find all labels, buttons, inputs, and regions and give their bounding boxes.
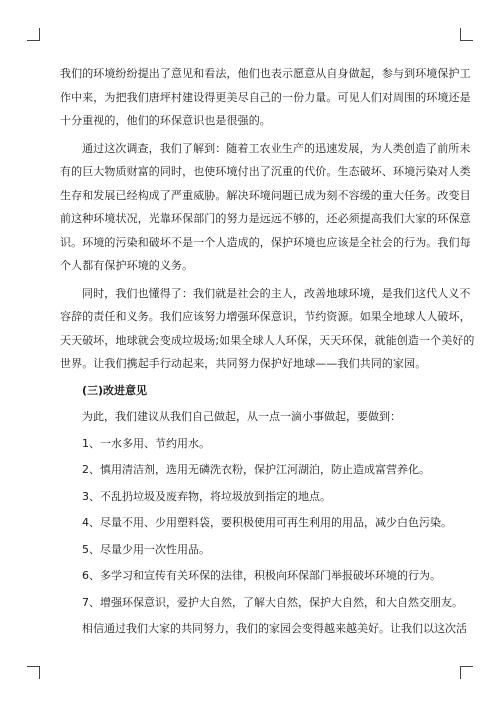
section-heading: (三)改进意见 bbox=[82, 383, 148, 397]
text-line: 同时，我们也懂得了：我们就是社会的主人，改善地球环境，是我们这代人义不 bbox=[82, 286, 471, 300]
intro-text: 为此，我们建议从我们自己做起，从一点一滴小事做起，要做到： bbox=[82, 410, 401, 423]
list-item: 1、一水多用、节约用水。 bbox=[82, 436, 210, 450]
text-line: 我们的环境纷纷提出了意见和看法，他们也表示愿意从自身做起，参与到环境保护工 bbox=[60, 67, 471, 80]
paragraph-3 bbox=[60, 282, 475, 376]
crop-mark-top-left bbox=[27, 28, 40, 41]
document-body bbox=[60, 62, 475, 641]
crop-mark-bottom-left bbox=[27, 666, 40, 679]
list-item: 3、不乱扔垃圾及废弃物，将垃圾放到指定的地点。 bbox=[82, 489, 331, 503]
text-line: 识。环境的污染和破坏不是一个人造成的，保护环境也应该是全社会的行为。我们每 bbox=[60, 235, 471, 249]
list-item: 7、增强环保意识，爱护大自然，了解大自然，保护大自然，和大自然交朋友。 bbox=[82, 595, 463, 609]
list-item: 5、尽量少用一次性用品。 bbox=[82, 542, 210, 556]
closing-text: 相信通过我们大家的共同努力，我们的家园会变得越来越美好。让我们以这次活 bbox=[82, 622, 467, 635]
text-line: 生存和发展已经构成了严重威胁。解决环境问题已成为刻不容缓的重大任务。改变目 bbox=[60, 188, 471, 202]
list-item: 2、慎用清洁剂，选用无磷洗衣粉，保护江河湖泊，防止造成富营养化。 bbox=[82, 463, 430, 476]
text-line: 世界。让我们携起手行动起来，共同努力保护好地球——我们共同的家园。 bbox=[60, 357, 427, 370]
paragraph-2 bbox=[60, 137, 471, 278]
text-line: 十分重视的，他们的环保意识也是很强的。 bbox=[60, 114, 271, 127]
text-line: 个人都有保护环境的义务。 bbox=[60, 259, 194, 272]
crop-mark-bottom-right bbox=[460, 666, 473, 679]
text-line: 天天破坏，地球就会变成垃圾场;如果全球人人环保，天天环保，就能创造一个美好的 bbox=[60, 333, 475, 347]
text-line: 作中来，为把我们唐坪村建设得更美尽自己的一份力量。可见人们对周围的环境还是 bbox=[60, 90, 471, 104]
list-item: 4、尽量不用、少用塑料袋，要积极使用可再生利用的用品，减少白色污染。 bbox=[82, 516, 452, 529]
text-line: 前这种环境状况，光靠环保部门的努力是远远不够的，还必须提高我们大家的环保意 bbox=[60, 212, 471, 225]
text-line: 有的巨大物质财富的同时，也使环境付出了沉重的代价。生态破坏、环境污染对人类 bbox=[60, 165, 471, 178]
text-line: 容辞的责任和义务。我们应该努力增强环保意识，节约资源。如果全地球人人破坏， bbox=[60, 310, 471, 323]
list-item: 6、多学习和宣传有关环保的法律，积极向环保部门举报破坏环境的行为。 bbox=[82, 569, 441, 582]
crop-mark-top-right bbox=[460, 28, 473, 41]
paragraph-1 bbox=[60, 62, 471, 133]
text-line: 通过这次调查，我们了解到：随着工农业生产的迅速发展，为人类创造了前所未 bbox=[82, 141, 471, 155]
